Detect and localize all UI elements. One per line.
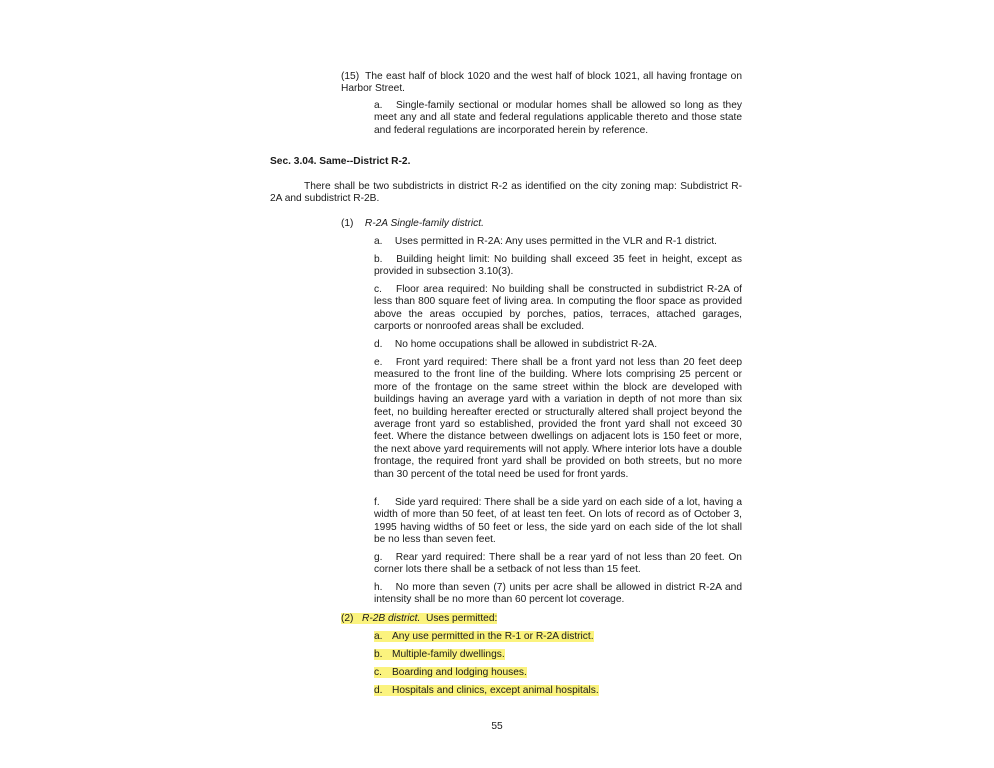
r2a-item-d xyxy=(374,339,742,351)
item-letter: c. xyxy=(374,667,382,678)
paragraph-text: Multiple-family dwellings. xyxy=(392,649,505,660)
paragraph-text: The east half of block 1020 and the west half of block 1021, all having frontage on Harbor Street. xyxy=(341,71,742,95)
paragraph-text: Floor area required: No building shall be constructed in subdistrict R-2A of less than 800 square feet of living area. In computing the floor space as provided above the areas occupied by porches, patios, terraces, attached garages, carports or nonroofed areas shall be excluded. xyxy=(374,284,742,333)
r2b-item-b xyxy=(374,649,742,661)
r2a-heading xyxy=(341,218,742,230)
r2a-item-b xyxy=(374,254,742,279)
item-letter: b. xyxy=(374,649,383,660)
paragraph-text: Any use permitted in the R-1 or R-2A district. xyxy=(392,631,594,642)
r2a-item-f xyxy=(374,497,742,547)
highlight xyxy=(374,631,594,642)
item-letter: a. xyxy=(374,236,383,247)
paragraph-text: Rear yard required: There shall be a rear yard of not less than 20 feet. On corner lots there shall be a setback of not less than 15 feet. xyxy=(374,552,742,576)
r2a-title: R-2A Single-family district. xyxy=(364,218,484,229)
item-letter: e. xyxy=(374,357,383,368)
r2a-item-c xyxy=(374,284,742,334)
paragraph-text: Building height limit: No building shall exceed 35 feet in height, except as provided in subsection 3.10(3). xyxy=(374,254,742,278)
r2b-item-d xyxy=(374,685,742,697)
paragraph-text: Side yard required: There shall be a side yard on each side of a lot, having a width of more than 50 feet, of at least ten feet. On lots of record as of October 3, 1995 having widths of 50 feet or less, the side yard on each side of the lot shall be no less than seven feet. xyxy=(374,497,742,546)
item-letter: c. xyxy=(374,284,382,295)
paragraph-text: Front yard required: There shall be a front yard not less than 20 feet deep measured to the front line of the building. Where lots comprising 25 percent or more of the frontage on the same street within the block are developed with buildings having an average yard with a variation in depth of not more than six feet, no building hereafter erected or structurally altered shall project beyond the average front yard so established, provided the front yard shall not exceed 30 feet. Where the distance between dwellings on adjacent lots is 150 feet or more, the next above yard requirements will not apply. Where interior lots have a double frontage, the required front yard shall be provided on both streets, but no more than 30 percent of the total need be used for front yards. xyxy=(374,357,742,480)
item-letter: f. xyxy=(374,497,380,508)
r2b-item-c xyxy=(374,667,742,679)
section-heading: Sec. 3.04. Same--District R-2. xyxy=(270,156,411,167)
r2a-item-g xyxy=(374,552,742,577)
paragraph-text: No more than seven (7) units per acre shall be allowed in district R-2A and intensity shall be no more than 60 percent lot coverage. xyxy=(374,582,742,606)
item-letter: b. xyxy=(374,254,383,265)
item-number: (1) xyxy=(341,218,354,229)
r2b-title: R-2B district. xyxy=(362,613,421,624)
r2a-item-e xyxy=(374,357,742,481)
paragraph-text: Hospitals and clinics, except animal hospitals. xyxy=(392,685,599,696)
r2b-subtitle: Uses permitted: xyxy=(425,613,498,624)
section-intro: There shall be two subdistricts in district R-2 as identified on the city zoning map: Subdistrict R-2A and subdistrict R-2B. xyxy=(270,181,742,205)
paragraph-text: Uses permitted in R-2A: Any uses permitted in the VLR and R-1 district. xyxy=(394,236,718,247)
r2a-item-h xyxy=(374,582,742,607)
r2b-heading xyxy=(341,613,742,625)
item-letter: d. xyxy=(374,685,383,696)
item-number: (2) xyxy=(341,613,354,624)
paragraph-15 xyxy=(341,71,742,96)
page-number: 55 xyxy=(491,721,503,732)
r2b-item-a xyxy=(374,631,742,643)
highlight xyxy=(374,685,599,696)
paragraph-text: Boarding and lodging houses. xyxy=(392,667,527,678)
item-number: (15) xyxy=(341,71,360,82)
item-letter: d. xyxy=(374,339,383,350)
item-letter: g. xyxy=(374,552,383,563)
paragraph-text: Single-family sectional or modular homes shall be allowed so long as they meet any and all state and federal regulations applicable thereto and those state and federal regulations are incorporated herein by reference. xyxy=(374,100,742,136)
item-letter: a. xyxy=(374,100,383,111)
highlight xyxy=(374,667,527,678)
r2a-item-a xyxy=(374,236,742,248)
paragraph-15a xyxy=(374,100,742,137)
paragraph-text: No home occupations shall be allowed in subdistrict R-2A. xyxy=(394,339,658,350)
highlight xyxy=(374,649,505,660)
highlight xyxy=(341,613,497,624)
item-letter: a. xyxy=(374,631,383,642)
item-letter: h. xyxy=(374,582,383,593)
